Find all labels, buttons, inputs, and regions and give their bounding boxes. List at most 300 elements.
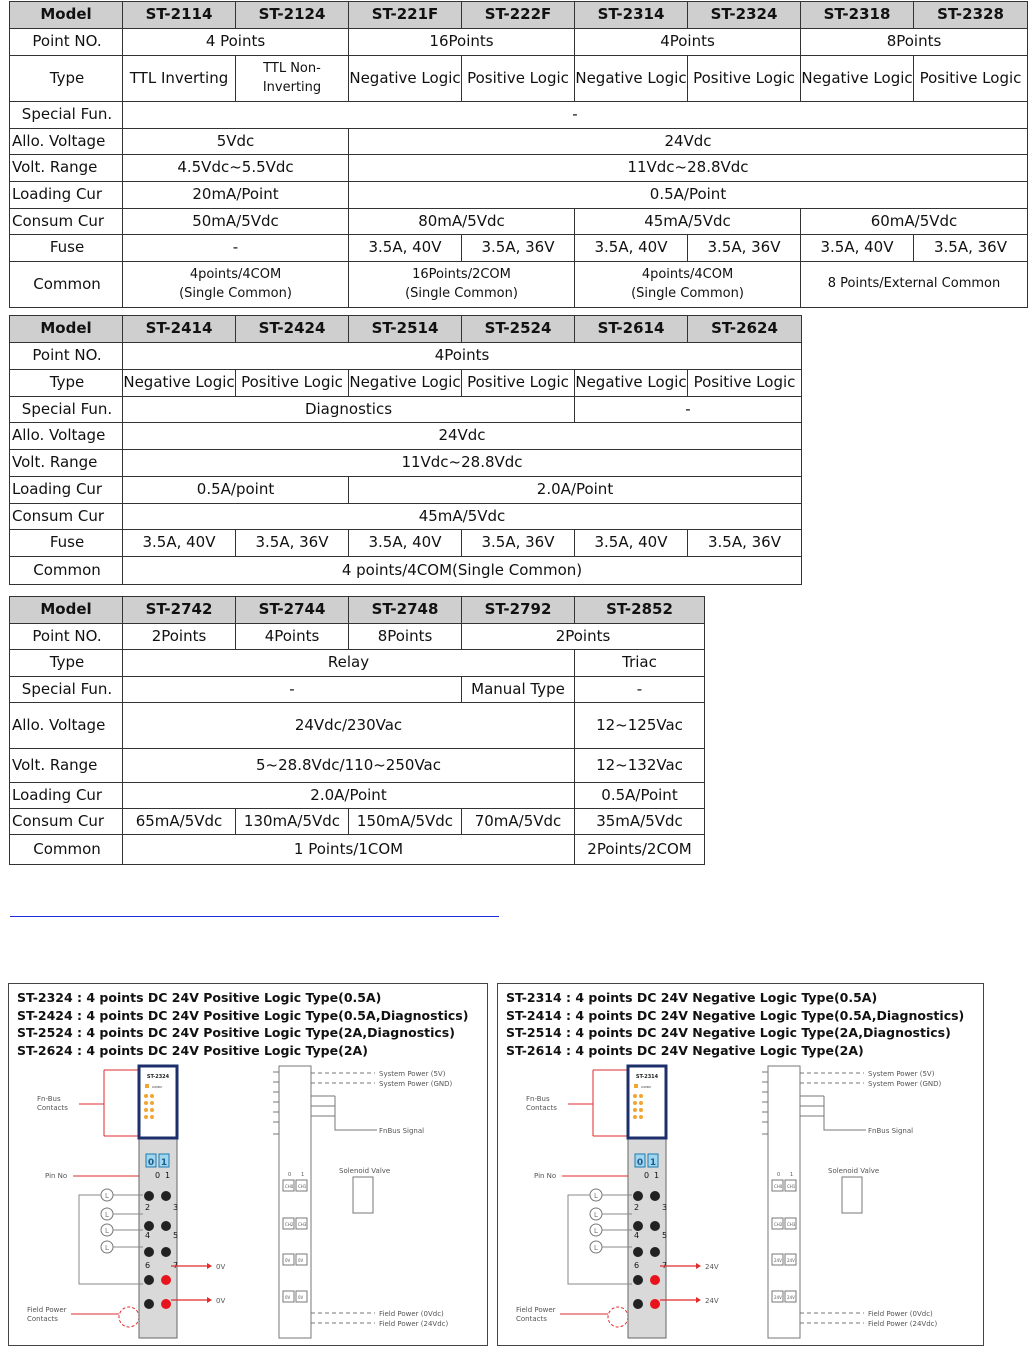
pin-no-label: Pin No [45, 1172, 68, 1180]
sys-power-label: System Power (GND) [868, 1080, 942, 1088]
hyperlink-underline[interactable] [10, 916, 499, 917]
row-label: Common [10, 835, 123, 865]
rail-pin: 1 [790, 1172, 794, 1178]
table-cell: 12~125Vac [575, 703, 705, 749]
header-cell: ST-2748 [349, 597, 462, 624]
table-cell: 8 Points/External Common [801, 262, 1028, 308]
output-label: 0V [216, 1297, 226, 1305]
table-row [10, 343, 802, 370]
terminal [144, 1275, 154, 1285]
terminal [633, 1191, 643, 1201]
table-cell: 130mA/5Vdc [236, 809, 349, 835]
header-cell: ST-2852 [575, 597, 705, 624]
table-cell: 2Points [123, 624, 236, 650]
table-row [10, 155, 1028, 182]
table-cell: 11Vdc~28.8Vdc [123, 450, 802, 477]
terminal [633, 1247, 643, 1257]
header-cell: ST-2742 [123, 597, 236, 624]
rail-ch-label: CH1 [787, 1184, 796, 1189]
table-cell: 2.0A/Point [349, 477, 802, 504]
table-cell: Negative Logic [575, 56, 688, 102]
table-cell: 4 Points [123, 29, 349, 56]
fnbus-signal-label: FnBus Signal [868, 1127, 914, 1135]
rail-term-label: 24V [774, 1295, 782, 1300]
table-row [10, 56, 1028, 102]
header-cell: ST-2744 [236, 597, 349, 624]
fn-bus-label: Fn-Bus [526, 1095, 550, 1103]
solenoid-valve [842, 1177, 862, 1213]
table-cell [123, 262, 349, 308]
pin-label: 3 [662, 1203, 668, 1212]
status-led [633, 1115, 637, 1119]
table-cell: - [123, 677, 462, 703]
load-label: L [594, 1244, 598, 1252]
header-cell: ST-2792 [462, 597, 575, 624]
table-cell: 3.5A, 40V [801, 235, 914, 262]
table-row [10, 597, 705, 624]
rail-ch-label: CH0 [774, 1184, 783, 1189]
caption-line: ST-2624 : 4 points DC 24V Positive Logic Type(2A) [17, 1042, 368, 1058]
table-row [10, 557, 802, 585]
load-label: L [105, 1211, 109, 1219]
table-cell: 2Points [462, 624, 705, 650]
table-cell: Triac [575, 650, 705, 677]
common-line: 4points/4COM [641, 266, 734, 282]
module-model-label: ST-2314 [635, 1074, 659, 1080]
table-cell: Negative Logic [575, 370, 688, 397]
pin-label: 1 [654, 1171, 660, 1180]
terminal [161, 1247, 171, 1257]
table-row [10, 423, 802, 450]
module-sub-label: 24VDC [152, 1085, 163, 1089]
terminal [633, 1299, 643, 1309]
status-led [633, 1101, 637, 1105]
output-arrow [207, 1263, 212, 1269]
row-label: Point NO. [10, 343, 123, 370]
wiring-diagram-svg [9, 984, 489, 1347]
row-label: Fuse [10, 235, 123, 262]
table-cell: Diagnostics [123, 397, 575, 423]
wiring-diagram-positive [8, 983, 488, 1346]
field-power-label: Contacts [516, 1315, 547, 1323]
rail-ch-label: CH2 [774, 1222, 783, 1227]
row-label: Loading Cur [10, 783, 123, 809]
header-cell: Model [10, 597, 123, 624]
table-row [10, 650, 705, 677]
spec-table-2 [9, 315, 802, 585]
sys-power-label: System Power (5V) [868, 1070, 935, 1078]
rail-term-label: 24V [787, 1258, 795, 1263]
rail-pin: 1 [301, 1172, 305, 1178]
row-label: Consum Cur [10, 809, 123, 835]
wiring-diagram-negative [497, 983, 984, 1346]
output-arrow [696, 1263, 701, 1269]
status-led [639, 1094, 643, 1098]
header-cell: ST-2124 [236, 2, 349, 29]
caption-line: ST-2514 : 4 points DC 24V Negative Logic Type(2A,Diagnostics) [506, 1025, 951, 1040]
table-cell: 65mA/5Vdc [123, 809, 236, 835]
table-row [10, 703, 705, 749]
table-cell: 3.5A, 40V [123, 530, 236, 557]
terminal [161, 1221, 171, 1231]
header-cell: ST-2318 [801, 2, 914, 29]
fnbus-bracket [79, 1070, 139, 1136]
fnbus-bus [824, 1096, 866, 1130]
row-label: Consum Cur [10, 209, 123, 235]
output-label: 0V [216, 1263, 226, 1271]
table-row [10, 835, 705, 865]
table-cell: Positive Logic [236, 370, 349, 397]
field-power-circle [119, 1307, 139, 1327]
rail-pin: 0 [288, 1172, 292, 1178]
load-label: L [105, 1227, 109, 1235]
row-label: Type [10, 650, 123, 677]
common-wire [568, 1195, 632, 1284]
module-model-label: ST-2324 [146, 1074, 170, 1080]
header-cell: ST-2524 [462, 316, 575, 343]
table-cell: Negative Logic [349, 56, 462, 102]
table-cell: 8Points [801, 29, 1028, 56]
table-row [10, 262, 1028, 308]
table-cell: TTL Non-Inverting [236, 56, 349, 102]
rail-ch-label: CH3 [298, 1222, 307, 1227]
rail-pin: 0 [777, 1172, 781, 1178]
table-cell: 2.0A/Point [123, 783, 575, 809]
load-label: L [594, 1211, 598, 1219]
pin-label: 4 [145, 1231, 151, 1240]
table-cell: 3.5A, 36V [462, 530, 575, 557]
row-label: Loading Cur [10, 477, 123, 504]
terminal [161, 1191, 171, 1201]
table-cell: 3.5A, 40V [349, 530, 462, 557]
table-cell: 60mA/5Vdc [801, 209, 1028, 235]
table-row [10, 749, 705, 783]
caption-line: ST-2314 : 4 points DC 24V Negative Logic Type(0.5A) [506, 990, 878, 1005]
status-led [639, 1115, 643, 1119]
table-cell: 3.5A, 36V [236, 530, 349, 557]
terminal [161, 1299, 171, 1309]
row-label: Volt. Range [10, 749, 123, 783]
rail-ch-label: CH0 [285, 1184, 294, 1189]
pin-label: 6 [145, 1261, 151, 1270]
terminal [650, 1247, 660, 1257]
status-led [150, 1108, 154, 1112]
pin-label: 6 [634, 1261, 640, 1270]
table-cell: 16Points [349, 29, 575, 56]
pin-label: 3 [173, 1203, 179, 1212]
status-led [150, 1094, 154, 1098]
row-label: Loading Cur [10, 182, 123, 209]
terminal [144, 1247, 154, 1257]
pin-label: 0 [644, 1171, 650, 1180]
terminal [650, 1275, 660, 1285]
spec-table-1 [9, 1, 1028, 308]
terminal [161, 1275, 171, 1285]
header-cell: ST-2314 [575, 2, 688, 29]
caption-line: ST-2614 : 4 points DC 24V Negative Logic Type(2A) [506, 1042, 864, 1058]
caption-line: ST-2324 : 4 points DC 24V Positive Logic Type(0.5A) [17, 990, 382, 1005]
terminal [650, 1221, 660, 1231]
table-cell: Positive Logic [688, 56, 801, 102]
table-cell [575, 262, 801, 308]
table-row [10, 129, 1028, 155]
table-cell: 50mA/5Vdc [123, 209, 349, 235]
header-cell: ST-222F [462, 2, 575, 29]
header-cell: Model [10, 2, 123, 29]
header-cell: ST-2624 [688, 316, 802, 343]
status-led [144, 1115, 148, 1119]
row-label: Volt. Range [10, 450, 123, 477]
header-cell: ST-2414 [123, 316, 236, 343]
header-cell: Model [10, 316, 123, 343]
field-power-label: Contacts [27, 1315, 58, 1323]
pin-label: 1 [165, 1171, 171, 1180]
row-label: Fuse [10, 530, 123, 557]
fn-bus-label: Contacts [37, 1104, 68, 1112]
table-cell: 45mA/5Vdc [575, 209, 801, 235]
table-cell: 24Vdc/230Vac [123, 703, 575, 749]
rail-term-label: 0V [298, 1258, 304, 1263]
terminal [650, 1191, 660, 1201]
terminal [633, 1221, 643, 1231]
row-label: Special Fun. [10, 102, 123, 129]
table-row [10, 624, 705, 650]
table-cell: - [123, 102, 1028, 129]
terminal [144, 1299, 154, 1309]
load-label: L [594, 1192, 598, 1200]
table-cell [349, 262, 575, 308]
row-label: Point NO. [10, 624, 123, 650]
table-row [10, 102, 1028, 129]
table-cell: 24Vdc [349, 129, 1028, 155]
field-power-0v-label: Field Power (0Vdc) [379, 1310, 444, 1318]
table-cell: 1 Points/1COM [123, 835, 575, 865]
table-cell: Relay [123, 650, 575, 677]
rail-ch-label: CH1 [298, 1184, 307, 1189]
field-power-circle [608, 1307, 628, 1327]
row-label: Special Fun. [10, 677, 123, 703]
solenoid-label: Solenoid Valve [828, 1167, 880, 1175]
header-cell: ST-221F [349, 2, 462, 29]
pin-label: 2 [634, 1203, 640, 1212]
field-power-24v-label: Field Power (24Vdc) [379, 1320, 449, 1328]
row-label: Volt. Range [10, 155, 123, 182]
load-label: L [105, 1244, 109, 1252]
table-cell: TTL Inverting [123, 56, 236, 102]
spec-table-3 [9, 596, 705, 865]
table-cell: Positive Logic [914, 56, 1028, 102]
row-label: Common [10, 262, 123, 308]
load-label: L [105, 1192, 109, 1200]
table-cell: 5Vdc [123, 129, 349, 155]
status-led [144, 1101, 148, 1105]
table-cell: Negative Logic [801, 56, 914, 102]
table-row [10, 209, 1028, 235]
pin-label: 7 [662, 1261, 668, 1270]
table-cell: 4Points [575, 29, 801, 56]
header-cell: ST-2514 [349, 316, 462, 343]
caption-line: ST-2424 : 4 points DC 24V Positive Logic Type(0.5A,Diagnostics) [17, 1007, 469, 1023]
field-power-0v-label: Field Power (0Vdc) [868, 1310, 933, 1318]
common-line: 4points/4COM [189, 266, 282, 282]
terminal [650, 1299, 660, 1309]
table-cell: Manual Type [462, 677, 575, 703]
rail-ch-label: CH3 [787, 1222, 796, 1227]
table-cell: 20mA/Point [123, 182, 349, 209]
solenoid-label: Solenoid Valve [339, 1167, 391, 1175]
wiring-diagram-svg [498, 984, 978, 1347]
header-cell: ST-2614 [575, 316, 688, 343]
table-row [10, 397, 802, 423]
header-cell: ST-2324 [688, 2, 801, 29]
sys-power-label: System Power (5V) [379, 1070, 446, 1078]
table-cell: 4.5Vdc~5.5Vdc [123, 155, 349, 182]
status-led [633, 1094, 637, 1098]
fnbus-bracket [568, 1070, 628, 1136]
load-label: L [594, 1227, 598, 1235]
table-cell: Positive Logic [688, 370, 802, 397]
pin-label: 5 [173, 1231, 179, 1240]
row-label: Type [10, 370, 123, 397]
table-cell: 70mA/5Vdc [462, 809, 575, 835]
output-label: 24V [705, 1297, 719, 1305]
table-cell: - [575, 397, 802, 423]
module-sub-label: 24VDC [641, 1085, 652, 1089]
rail-term-label: 0V [285, 1258, 291, 1263]
status-led [150, 1115, 154, 1119]
rail-term-label: 0V [298, 1295, 304, 1300]
led-orange [634, 1084, 638, 1088]
table-cell: 24Vdc [123, 423, 802, 450]
status-led [144, 1094, 148, 1098]
table-cell: 12~132Vac [575, 749, 705, 783]
field-power-24v-label: Field Power (24Vdc) [868, 1320, 938, 1328]
table-cell: 11Vdc~28.8Vdc [349, 155, 1028, 182]
output-label: 24V [705, 1263, 719, 1271]
table-cell: 150mA/5Vdc [349, 809, 462, 835]
led-orange [145, 1084, 149, 1088]
table-cell: 3.5A, 36V [462, 235, 575, 262]
terminal [144, 1221, 154, 1231]
table-cell: 4Points [123, 343, 802, 370]
row-label: Special Fun. [10, 397, 123, 423]
field-power-label: Field Power [516, 1306, 556, 1314]
table-cell: 2Points/2COM [575, 835, 705, 865]
table-cell: 3.5A, 40V [575, 530, 688, 557]
fn-bus-label: Fn-Bus [37, 1095, 61, 1103]
pin-label: 5 [662, 1231, 668, 1240]
row-label: Consum Cur [10, 504, 123, 530]
terminal [633, 1275, 643, 1285]
pin-label: 0 [155, 1171, 161, 1180]
table-row [10, 316, 802, 343]
row-label: Allo. Voltage [10, 423, 123, 450]
fnbus-signal-label: FnBus Signal [379, 1127, 425, 1135]
common-line: (Single Common) [179, 285, 292, 301]
table-cell: 3.5A, 36V [688, 235, 801, 262]
field-power-label: Field Power [27, 1306, 67, 1314]
table-cell: 5~28.8Vdc/110~250Vac [123, 749, 575, 783]
table-row [10, 370, 802, 397]
row-label: Type [10, 56, 123, 102]
table-cell: - [575, 677, 705, 703]
table-cell: 80mA/5Vdc [349, 209, 575, 235]
diagram-group [516, 1066, 941, 1338]
status-led [144, 1108, 148, 1112]
header-cell: ST-2424 [236, 316, 349, 343]
table-cell: 0.5A/Point [575, 783, 705, 809]
sys-power-label: System Power (GND) [379, 1080, 453, 1088]
table-cell: Negative Logic [123, 370, 236, 397]
status-led [639, 1108, 643, 1112]
table-cell: Positive Logic [462, 370, 575, 397]
caption-line: ST-2414 : 4 points DC 24V Negative Logic Type(0.5A,Diagnostics) [506, 1007, 965, 1023]
table-row [10, 182, 1028, 209]
rail-ch-label: CH2 [285, 1222, 294, 1227]
terminal [144, 1191, 154, 1201]
pin-label: 4 [634, 1231, 640, 1240]
table-cell: 0.5A/point [123, 477, 349, 504]
table-row [10, 450, 802, 477]
pin-no-label: Pin No [534, 1172, 557, 1180]
table-row [10, 477, 802, 504]
common-line: (Single Common) [631, 285, 744, 301]
table-row [10, 235, 1028, 262]
table-cell: 4 points/4COM(Single Common) [123, 557, 802, 585]
header-cell: ST-2328 [914, 2, 1028, 29]
status-led [150, 1101, 154, 1105]
table-row [10, 2, 1028, 29]
status-led [639, 1101, 643, 1105]
table-cell: 4Points [236, 624, 349, 650]
channel-label: 1 [649, 1158, 657, 1168]
table-cell: 3.5A, 36V [688, 530, 802, 557]
diagram-group [27, 1066, 452, 1338]
rail-term-label: 24V [774, 1258, 782, 1263]
row-label: Point NO. [10, 29, 123, 56]
channel-label: 0 [147, 1158, 155, 1168]
table-row [10, 677, 705, 703]
header-cell: ST-2114 [123, 2, 236, 29]
channel-label: 1 [160, 1158, 168, 1168]
table-cell: 45mA/5Vdc [123, 504, 802, 530]
row-label: Allo. Voltage [10, 703, 123, 749]
table-cell: 3.5A, 36V [914, 235, 1028, 262]
common-line: (Single Common) [405, 285, 518, 301]
table-row [10, 809, 705, 835]
rail-term-label: 0V [285, 1295, 291, 1300]
table-cell: Negative Logic [349, 370, 462, 397]
table-cell: 3.5A, 40V [575, 235, 688, 262]
table-cell: 35mA/5Vdc [575, 809, 705, 835]
pin-label: 2 [145, 1203, 151, 1212]
output-arrow [207, 1297, 212, 1303]
fnbus-bus [335, 1096, 377, 1130]
table-row [10, 783, 705, 809]
row-label: Allo. Voltage [10, 129, 123, 155]
table-cell: 8Points [349, 624, 462, 650]
status-led [633, 1108, 637, 1112]
output-arrow [696, 1297, 701, 1303]
common-wire [79, 1195, 143, 1284]
table-cell: 0.5A/Point [349, 182, 1028, 209]
pin-label: 7 [173, 1261, 179, 1270]
common-line: 16Points/2COM [412, 266, 511, 282]
table-row [10, 29, 1028, 56]
channel-label: 0 [636, 1158, 644, 1168]
table-row [10, 504, 802, 530]
table-row [10, 530, 802, 557]
